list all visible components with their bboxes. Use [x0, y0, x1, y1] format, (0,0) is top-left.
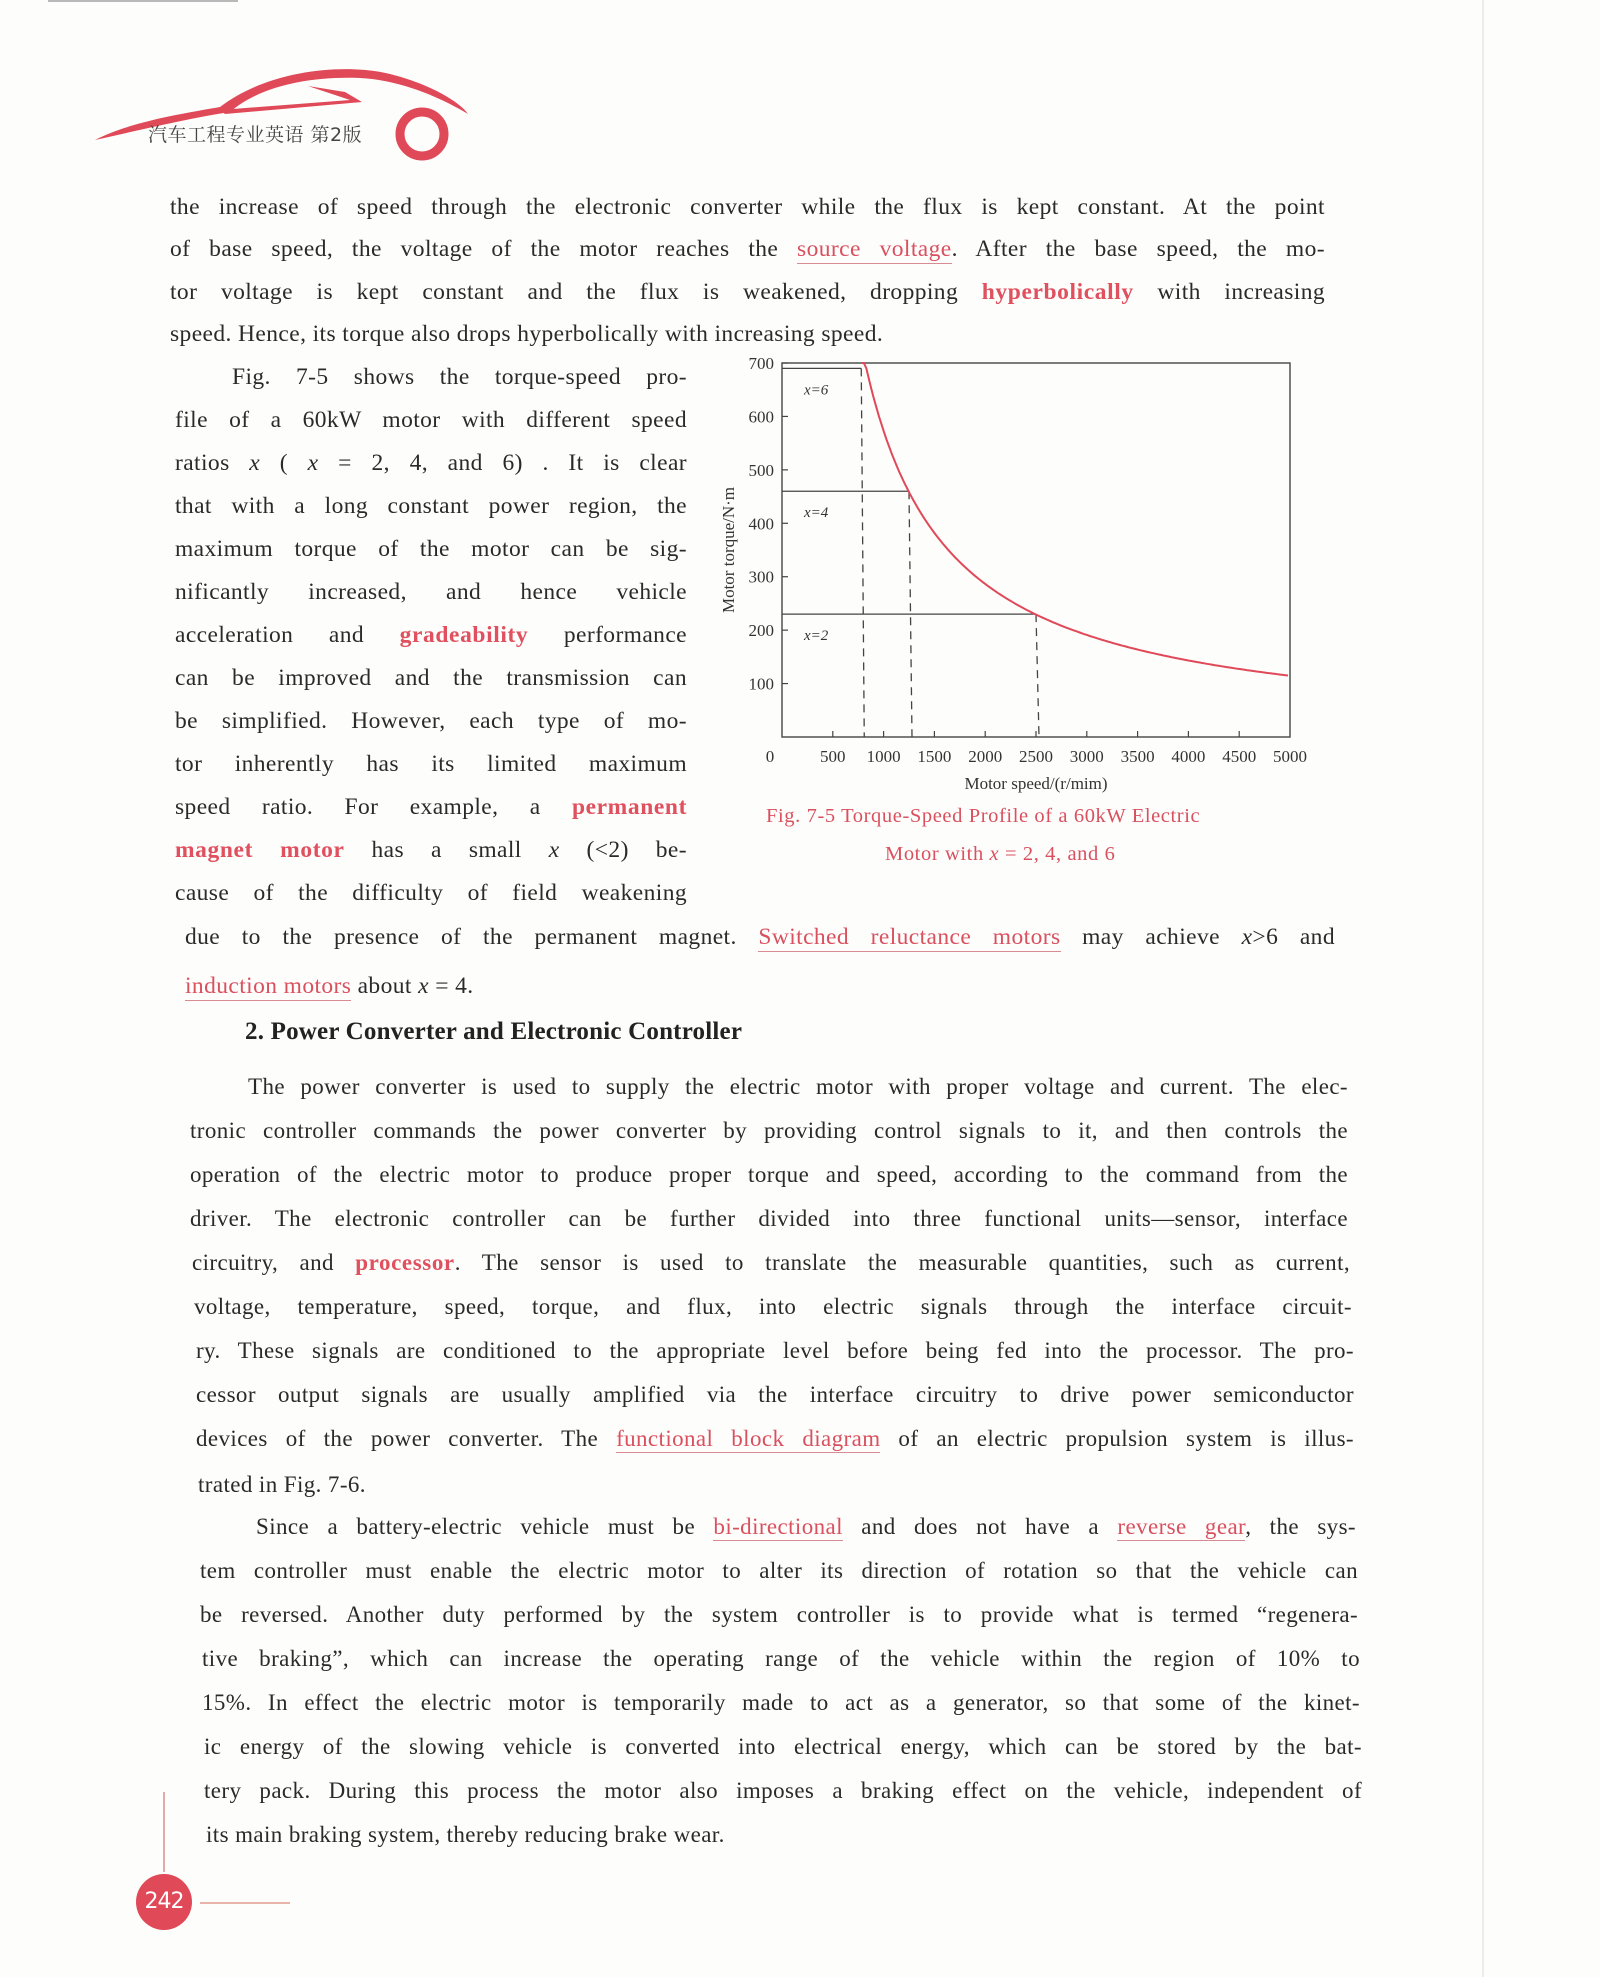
svg-text:500: 500 — [748, 460, 774, 480]
paragraph-line: can be improved and the transmission can — [175, 665, 687, 691]
figure-caption: Motor with x = 2, 4, and 6 — [885, 843, 1116, 865]
term-switched-reluctance-motors[interactable]: Switched reluctance motors — [758, 924, 1061, 950]
term-induction-motors[interactable]: induction motors — [185, 973, 352, 999]
term-bi-directional[interactable]: bi-directional — [713, 1514, 843, 1539]
term-source-voltage[interactable]: source voltage — [797, 236, 952, 262]
torque-curve — [861, 363, 1288, 676]
paragraph-line: devices of the power converter. The functional block diagram of an electric propulsion system is illus- — [196, 1426, 1354, 1451]
svg-text:0: 0 — [765, 747, 775, 766]
paragraph-line: of base speed, the voltage of the motor reaches the source voltage. After the base speed, the mo- — [170, 236, 1325, 262]
term-hyperbolically[interactable]: hyperbolically — [981, 279, 1134, 305]
paragraph-line: circuitry, and processor. The sensor is used to translate the measurable quantities, such as current, — [192, 1250, 1351, 1275]
paragraph-line: induction motors about x = 4. — [185, 973, 474, 999]
term-magnet-motor[interactable]: magnet motor — [175, 837, 345, 863]
paragraph-line: 15%. In effect the electric motor is temporarily made to act as a generator, so that some of the kinet- — [202, 1690, 1360, 1715]
term-permanent[interactable]: permanent — [571, 794, 687, 820]
svg-text:x=6: x=6 — [804, 382, 829, 399]
paragraph-line: maximum torque of the motor can be sig- — [175, 536, 687, 562]
svg-text:2500: 2500 — [1019, 747, 1053, 766]
paragraph-line: be simplified. However, each type of mo- — [175, 708, 687, 734]
svg-text:Motor speed/(r/mim): Motor speed/(r/mim) — [964, 774, 1108, 793]
svg-text:200: 200 — [748, 621, 774, 641]
term-processor[interactable]: processor — [355, 1250, 455, 1275]
paragraph-line: magnet motor has a small x (<2) be- — [175, 837, 687, 863]
svg-text:100: 100 — [748, 674, 774, 694]
page-marker-line — [163, 1792, 165, 1872]
section-heading: 2. Power Converter and Electronic Controller — [245, 1018, 743, 1045]
figure-caption: Fig. 7-5 Torque-Speed Profile of a 60kW Electric — [766, 805, 1201, 827]
paragraph-line: the increase of speed through the electronic converter while the flux is kept constant. At the point — [170, 194, 1325, 220]
paragraph-line: nificantly increased, and hence vehicle — [175, 579, 687, 605]
paragraph-line: cause of the difficulty of field weakening — [175, 880, 687, 906]
paragraph-line: ry. These signals are conditioned to the appropriate level before being fed into the processor. The pro- — [196, 1338, 1354, 1363]
paragraph-line: tor voltage is kept constant and the flux is weakened, dropping hyperbolically with increasing — [170, 279, 1325, 305]
term-gradeability[interactable]: gradeability — [399, 622, 529, 648]
paragraph-line: tery pack. During this process the motor also imposes a braking effect on the vehicle, independent of — [204, 1778, 1362, 1803]
book-title: 汽车工程专业英语 第2版 — [148, 124, 363, 146]
torque-speed-chart — [712, 355, 1312, 795]
paragraph-line: Fig. 7-5 shows the torque-speed pro- — [232, 364, 687, 390]
paragraph-line: ic energy of the slowing vehicle is converted into electrical energy, which can be stored by the bat- — [204, 1734, 1362, 1759]
paragraph-line: be reversed. Another duty performed by the system controller is to provide what is termed “regenera- — [200, 1602, 1358, 1627]
paragraph-line: cessor output signals are usually amplified via the interface circuitry to drive power semiconductor — [196, 1382, 1354, 1407]
paragraph-line: acceleration and gradeability performance — [175, 622, 687, 648]
svg-text:400: 400 — [748, 514, 774, 534]
svg-text:1000: 1000 — [866, 747, 901, 766]
paragraph-line: that with a long constant power region, the — [175, 493, 687, 519]
plot-frame — [782, 363, 1290, 737]
paragraph-line: file of a 60kW motor with different speed — [175, 407, 687, 433]
paragraph-line: ratios x ( x = 2, 4, and 6) . It is clear — [175, 450, 687, 476]
svg-text:3000: 3000 — [1069, 747, 1104, 766]
paragraph-line: driver. The electronic controller can be further divided into three functional units—sensor, interface — [190, 1206, 1348, 1231]
paragraph-line: tive braking”, which can increase the operating range of the vehicle within the region of 10% to — [202, 1646, 1360, 1671]
top-rule — [48, 0, 238, 2]
paragraph-line: Since a battery-electric vehicle must be bi-directional and does not have a reverse gear, the sys- — [256, 1514, 1356, 1539]
svg-text:300: 300 — [748, 567, 774, 587]
paragraph-line: tor inherently has its limited maximum — [175, 751, 687, 777]
svg-text:4000: 4000 — [1171, 747, 1206, 766]
svg-text:500: 500 — [820, 747, 846, 766]
paragraph-line: tem controller must enable the electric motor to alter its direction of rotation so that the vehicle can — [200, 1558, 1358, 1583]
paragraph-line: tronic controller commands the power converter by providing control signals to it, and then controls the — [190, 1118, 1348, 1143]
term-functional-block-diagram[interactable]: functional block diagram — [616, 1426, 881, 1451]
svg-text:Motor torque/N·m: Motor torque/N·m — [719, 486, 738, 614]
paragraph-line: trated in Fig. 7-6. — [198, 1472, 366, 1497]
svg-text:1500: 1500 — [917, 747, 952, 766]
paragraph-line: voltage, temperature, speed, torque, and flux, into electric signals through the interface circuit- — [194, 1294, 1352, 1319]
page-marker-line — [200, 1902, 290, 1904]
svg-text:x=2: x=2 — [804, 628, 829, 645]
paragraph-line: its main braking system, thereby reducing brake wear. — [206, 1822, 725, 1847]
paragraph-line: speed ratio. For example, a permanent — [175, 794, 687, 820]
page-number: 242 — [136, 1874, 192, 1930]
svg-text:600: 600 — [748, 407, 774, 427]
svg-text:700: 700 — [748, 355, 774, 373]
svg-text:3500: 3500 — [1120, 747, 1155, 766]
svg-text:4500: 4500 — [1222, 747, 1257, 766]
page-edge — [1482, 0, 1484, 1977]
paragraph-line: due to the presence of the permanent magnet. Switched reluctance motors may achieve x>6 and — [185, 924, 1335, 950]
term-reverse-gear[interactable]: reverse gear — [1117, 1514, 1246, 1539]
svg-text:5000: 5000 — [1273, 747, 1307, 766]
paragraph-line: The power converter is used to supply the electric motor with proper voltage and current. The elec- — [248, 1074, 1348, 1099]
svg-text:2000: 2000 — [968, 747, 1003, 766]
paragraph-line: speed. Hence, its torque also drops hyperbolically with increasing speed. — [170, 321, 884, 347]
svg-text:x=4: x=4 — [804, 505, 829, 522]
paragraph-line: operation of the electric motor to produce proper torque and speed, according to the command from the — [190, 1162, 1348, 1187]
